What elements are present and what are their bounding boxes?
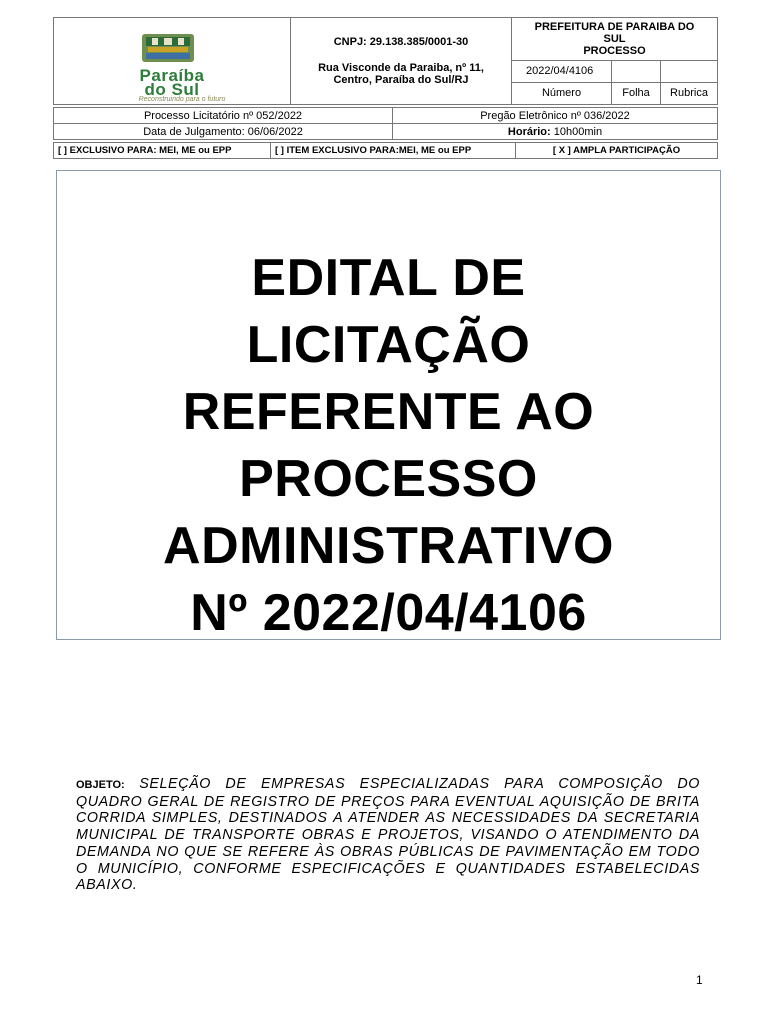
item-exclusivo-option: [ ] ITEM EXCLUSIVO PARA:MEI, ME ou EPP [271, 143, 516, 159]
horario-value: 10h00min [553, 125, 603, 138]
rubrica-empty-cell [661, 60, 718, 82]
coat-of-arms-icon [138, 32, 198, 66]
title-line-5: ADMINISTRATIVO [163, 517, 614, 575]
numero-label: Número [541, 87, 582, 100]
header-table [53, 17, 718, 105]
horario-cell [393, 124, 718, 140]
logo-text-paraiba: Paraíba [139, 66, 205, 85]
prefeitura-title-3: PROCESSO [583, 44, 646, 57]
folha-label-cell [612, 82, 661, 104]
address-cell [291, 18, 512, 105]
title-line-3: REFERENTE AO [182, 383, 595, 441]
logo-tagline: Reconstruindo para o futuro [138, 96, 226, 103]
objeto-label: OBJETO: [76, 779, 125, 791]
edital-title [57, 245, 720, 647]
data-julgamento: Data de Julgamento: 06/06/2022 [54, 124, 393, 140]
prefeitura-title-2: SUL [603, 32, 626, 45]
title-line-2: LICITAÇÃO [246, 316, 531, 374]
process-info-table [53, 107, 718, 140]
processo-licitatorio: Processo Licitatório nº 052/2022 [54, 108, 393, 124]
logo-text-dosul: do Sul [144, 80, 200, 99]
cnpj-text: CNPJ: 29.138.385/0001-30 [333, 36, 469, 48]
title-line-6: Nº 2022/04/4106 [190, 584, 587, 642]
folha-label: Folha [622, 87, 650, 100]
title-line-1: EDITAL DE [251, 249, 526, 307]
rubrica-label: Rubrica [670, 87, 708, 100]
process-number: 2022/04/4106 [526, 65, 594, 78]
prefeitura-title-1: PREFEITURA DE PARAIBA DO [534, 20, 695, 33]
page-number: 1 [696, 973, 703, 987]
pregao-eletronico: Pregão Eletrônico nº 036/2022 [393, 108, 718, 124]
title-box [56, 170, 721, 640]
title-line-4: PROCESSO [239, 450, 538, 508]
address-line-1: Rua Visconde da Paraiba, nº 11, [318, 62, 484, 74]
horario-label: Horário: [507, 125, 551, 138]
address-line-2: Centro, Paraíba do Sul/RJ [333, 74, 469, 86]
rubrica-label-cell [661, 82, 718, 104]
folha-empty-cell [612, 60, 661, 82]
exclusivo-option: [ ] EXCLUSIVO PARA: MEI, ME ou EPP [54, 143, 271, 159]
logo-cell [54, 18, 291, 105]
objeto-text: SELEÇÃO DE EMPRESAS ESPECIALIZADAS PARA COMPOSIÇÃO DO QUADRO GERAL DE REGISTRO DE PREÇOS PARA EVENTUAL AQUISIÇÃO DE BRITA CORRIDA SIMPLES, DESTINADOS A ATENDER AS NECESSIDADES DA SECRETARIA MUNICIPAL DE TRANSPORTE OBRAS E PROJETOS, VISANDO O ATENDIMENTO DA DEMANDA NO QUE SE REFERE ÀS OBRAS PÚBLICAS DE PAVIMENTAÇÃO EM TODO O MUNICÍPIO, CONFORME ESPECIFICAÇÕES E QUANTIDADES ESTABELECIDAS ABAIXO. [76, 776, 700, 894]
objeto-paragraph [76, 776, 700, 894]
process-number-cell [512, 60, 612, 82]
numero-label-cell [512, 82, 612, 104]
ampla-participacao-option: [ X ] AMPLA PARTICIPAÇÃO [516, 143, 718, 159]
participation-table [53, 142, 718, 159]
municipal-logo [54, 18, 290, 104]
prefeitura-title-cell [512, 18, 718, 61]
